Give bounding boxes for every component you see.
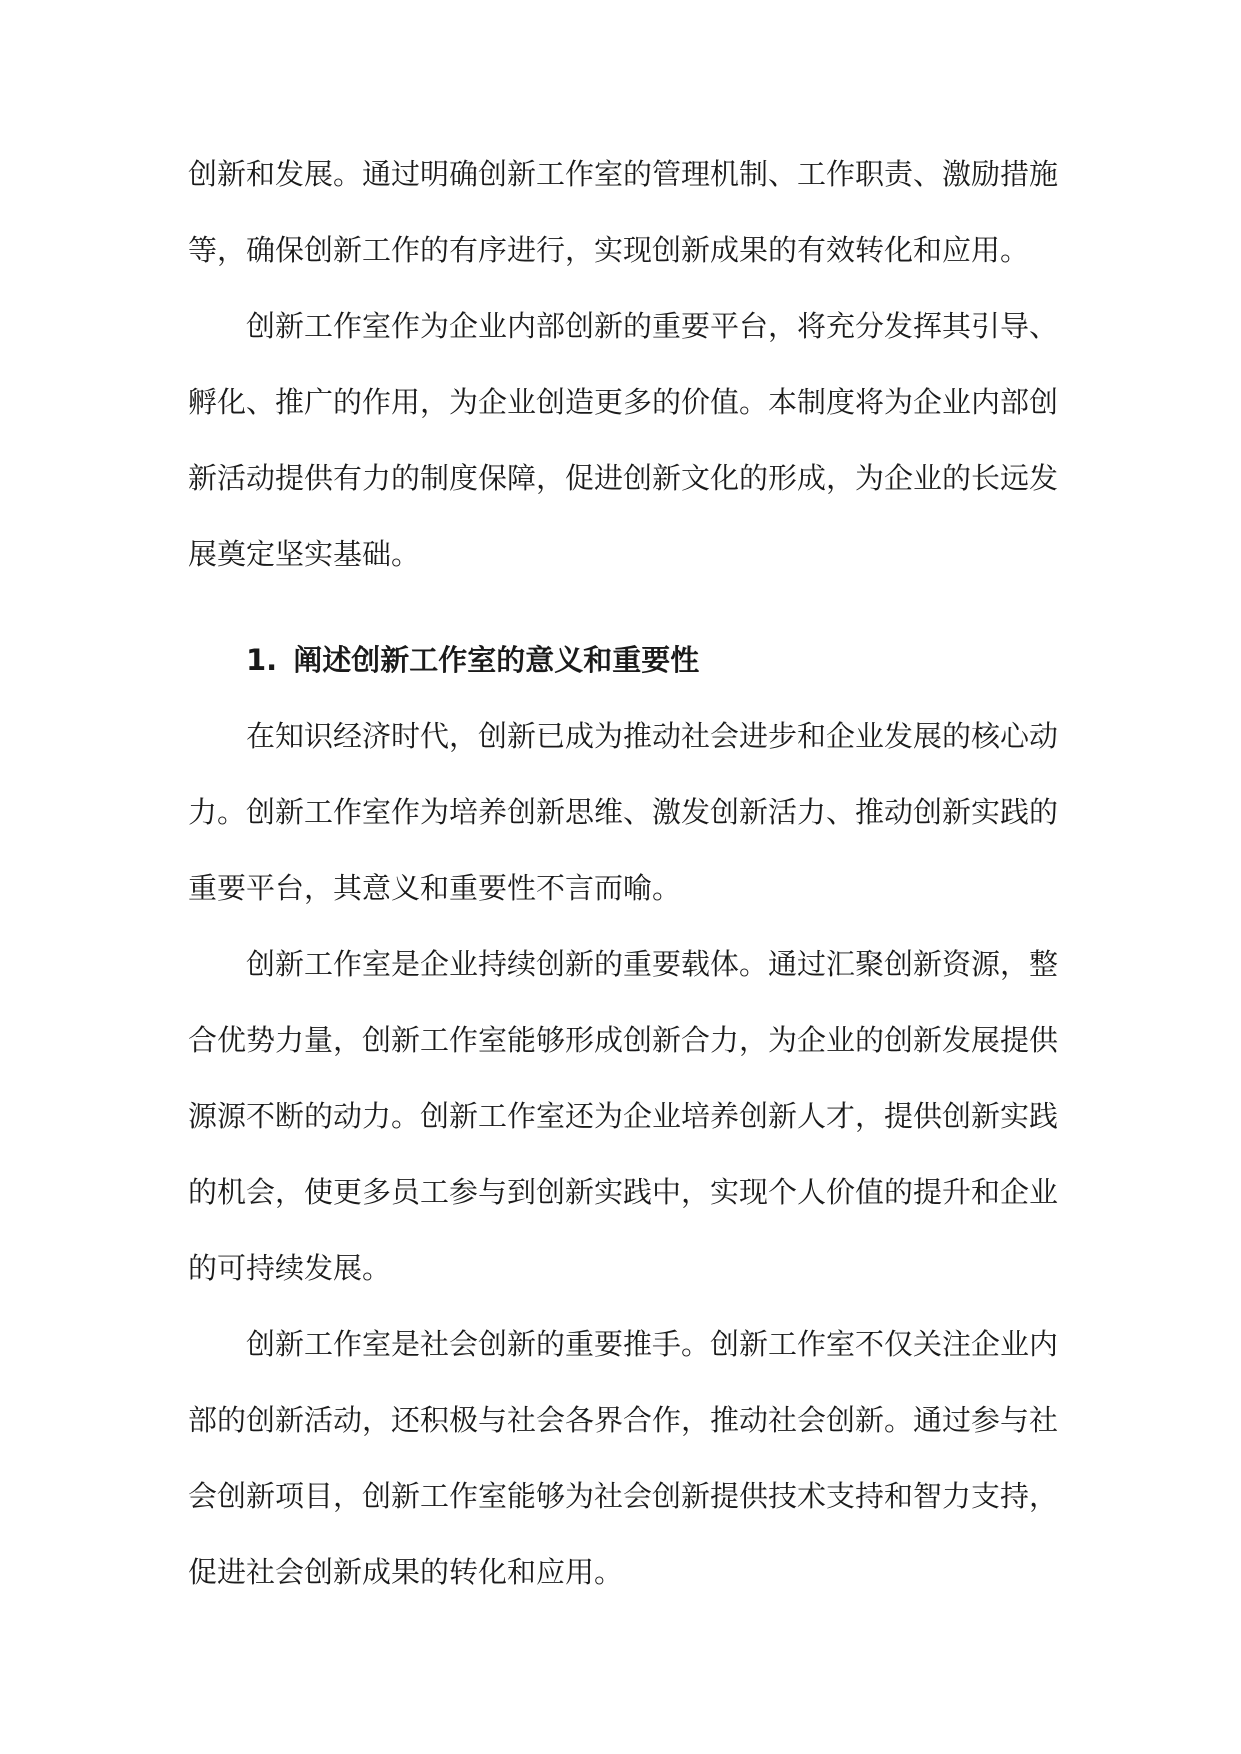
document-body (188, 136, 1058, 1610)
section-number: 1. (246, 643, 278, 677)
section-heading (188, 622, 1058, 698)
paragraph-platform-role: 创新工作室作为企业内部创新的重要平台，将充分发挥其引导、孵化、推广的作用，为企业创造更多的价值。本制度将为企业内部创新活动提供有力的制度保障，促进创新文化的形成，为企业的长远发展奠定坚实基础。 (188, 309, 1059, 571)
section-title: 阐述创新工作室的意义和重要性 (293, 643, 700, 677)
paragraph-knowledge-economy: 在知识经济时代，创新已成为推动社会进步和企业发展的核心动力。创新工作室作为培养创新思维、激发创新活力、推动创新实践的重要平台，其意义和重要性不言而喻。 (188, 719, 1059, 905)
paragraph-continuation: 创新和发展。通过明确创新工作室的管理机制、工作职责、激励措施等，确保创新工作的有序进行，实现创新成果的有效转化和应用。 (188, 157, 1059, 267)
paragraph-enterprise-carrier: 创新工作室是企业持续创新的重要载体。通过汇聚创新资源，整合优势力量，创新工作室能够形成创新合力，为企业的创新发展提供源源不断的动力。创新工作室还为企业培养创新人才，提供创新实践的机会，使更多员工参与到创新实践中，实现个人价值的提升和企业的可持续发展。 (188, 947, 1059, 1285)
paragraph-social-innovation: 创新工作室是社会创新的重要推手。创新工作室不仅关注企业内部的创新活动，还积极与社会各界合作，推动社会创新。通过参与社会创新项目，创新工作室能够为社会创新提供技术支持和智力支持，促进社会创新成果的转化和应用。 (188, 1327, 1059, 1589)
